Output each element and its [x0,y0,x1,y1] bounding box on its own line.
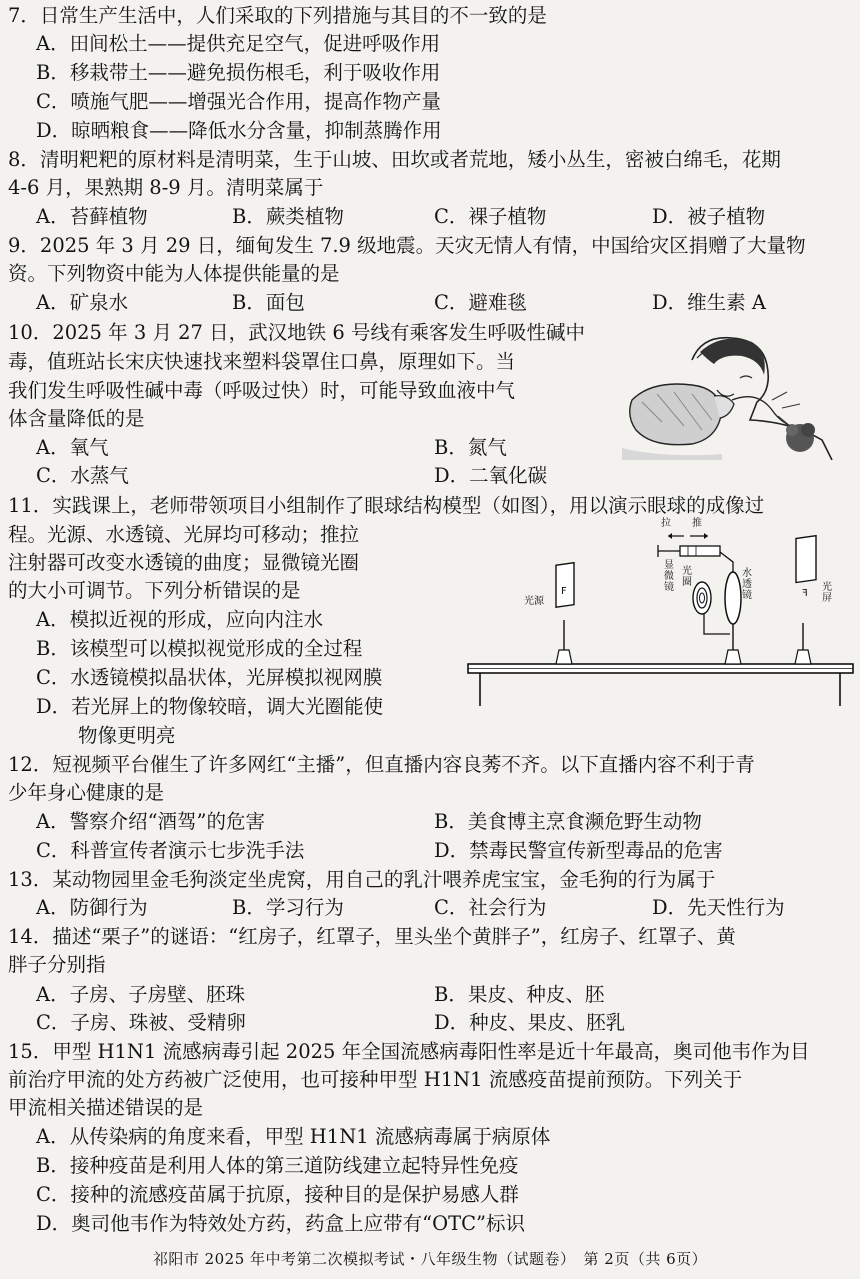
q10-option-c: C．水蒸气 [36,464,129,487]
q11-option-a: A．模拟近视的形成，应向内注水 [36,608,324,631]
q15-stem-line2: 前治疗甲流的处方药被广泛使用，也可接种甲型 H1N1 流感疫苗提前预防。下列关于 [8,1068,743,1091]
q10-stem-line3: 我们发生呼吸性碱中毒（呼吸过快）时，可能导致血液中气 [8,379,516,402]
q15-option-b: B．接种疫苗是利用人体的第三道防线建立起特异性免疫 [36,1154,519,1177]
label-f-screen: F [802,588,808,599]
q11-stem-line2: 程。光源、水透镜、光屏均可移动；推拉 [8,523,360,546]
q13-option-a: A．防御行为 [36,896,148,919]
q15-stem-line1: 15．甲型 H1N1 流感病毒引起 2025 年全国流感病毒阳性率是近十年最高，奥司他韦作为目 [8,1040,810,1063]
q10-stem-line1: 10．2025 年 3 月 27 日，武汉地铁 6 号线有乘客发生呼吸性碱中 [8,321,585,344]
q9-stem-line2: 资。下列物资中能为人体提供能量的是 [8,262,340,285]
q10-option-b: B．氮气 [434,436,507,459]
q11-option-d: D．若光屏上的物像较暗，调大光圈能使 [36,695,384,718]
label-pull: 拉 [661,518,671,529]
q7-option-c: C．喷施气肥——增强光合作用，提高作物产量 [36,90,441,113]
q8-option-d: D．被子植物 [652,205,766,228]
q9-stem-line1: 9．2025 年 3 月 29 日，缅甸发生 7.9 级地震。天灾无情人有情，中国给灾区捐赠了大量物 [8,234,806,257]
q10-option-a: A．氧气 [36,436,109,459]
q11-option-c: C．水透镜模拟晶状体，光屏模拟视网膜 [36,666,383,689]
q10-stem-line2: 毒，值班站长宋庆快速找来塑料袋罩住口鼻，原理如下。当 [8,350,516,373]
q15-stem-line3: 甲流相关描述错误的是 [8,1096,204,1119]
q12-option-c: C．科普宣传者演示七步洗手法 [36,839,305,862]
q7-option-b: B．移栽带土——避免损伤根毛，利于吸收作用 [36,61,441,84]
q9-option-d: D．维生素 A [652,291,766,314]
q11-option-b: B．该模型可以模拟视觉形成的全过程 [36,637,363,660]
q12-stem-line2: 少年身心健康的是 [8,781,165,804]
q14-option-b: B．果皮、种皮、胚 [434,983,605,1006]
q13-option-c: C．社会行为 [434,896,547,919]
label-aperture: 光圈 [682,566,692,588]
q14-stem-line1: 14．描述“栗子”的谜语：“红房子，红罩子，里头坐个黄胖子”，红房子、红罩子、黄 [8,925,736,948]
breathing-bag-illustration [622,330,852,460]
q14-option-d: D．种皮、果皮、胚乳 [434,1011,626,1034]
q12-option-d: D．禁毒民警宣传新型毒品的危害 [434,839,723,862]
page-footer: 祁阳市 2025 年中考第二次模拟考试・八年级生物（试题卷） 第 2页（共 6页） [152,1250,708,1268]
label-light-source: 光源 [524,596,544,607]
q7-option-a: A．田间松土——提供充足空气，促进呼吸作用 [36,32,441,55]
q15-option-a: A．从传染病的角度来看，甲型 H1N1 流感病毒属于病原体 [36,1125,551,1148]
q7-stem: 7．日常生产生活中，人们采取的下列措施与其目的不一致的是 [8,4,547,27]
q11-stem-line3: 注射器可改变水透镜的曲度；显微镜光圈 [8,551,360,574]
q13-option-d: D．先天性行为 [652,896,785,919]
q11-stem-line1: 11．实践课上，老师带领项目小组制作了眼球结构模型（如图），用以演示眼球的成像过 [8,494,765,517]
q9-option-b: B．面包 [232,291,305,314]
q8-stem-line1: 8．清明粑粑的原材料是清明菜，生于山坡、田坎或者荒地，矮小丛生，密被白绵毛，花期 [8,148,781,171]
eye-model-figure [458,518,858,714]
q14-option-c: C．子房、珠被、受精卵 [36,1011,246,1034]
label-f-source: F [561,586,567,597]
label-water-lens: 水透镜 [742,568,752,601]
q14-stem-line2: 胖子分别指 [8,953,106,976]
q9-option-c: C．避难毯 [434,291,527,314]
q7-option-d: D．晾晒粮食——降低水分含量，抑制蒸腾作用 [36,119,442,142]
label-push: 推 [692,518,702,529]
label-screen: 光屏 [822,582,832,604]
q11-option-d-continued: 物像更明亮 [78,724,176,747]
q8-stem-line2: 4-6 月，果熟期 8-9 月。清明菜属于 [8,176,324,199]
label-microscope: 显微镜 [664,560,674,593]
eye-model-drawing [458,524,858,714]
q15-option-c: C．接种的流感疫苗属于抗原，接种目的是保护易感人群 [36,1183,519,1206]
q13-option-b: B．学习行为 [232,896,344,919]
q8-option-a: A．苔藓植物 [36,205,148,228]
q10-stem-line4: 体含量降低的是 [8,407,145,430]
q12-stem-line1: 12．短视频平台催生了许多网红“主播”，但直播内容良莠不齐。以下直播内容不利于青 [8,753,755,776]
q8-option-b: B．蕨类植物 [232,205,344,228]
q13-stem: 13．某动物园里金毛狗淡定坐虎窝，用自己的乳汁喂养虎宝宝，金毛狗的行为属于 [8,868,716,891]
q9-option-a: A．矿泉水 [36,291,129,314]
q12-option-b: B．美食博主烹食濒危野生动物 [434,810,702,833]
q12-option-a: A．警察介绍“酒驾”的危害 [36,810,266,833]
q10-option-d: D．二氧化碳 [434,464,548,487]
q11-stem-line4: 的大小可调节。下列分析错误的是 [8,579,301,602]
q15-option-d: D．奥司他韦作为特效处方药，药盒上应带有“OTC”标识 [36,1212,525,1235]
q8-option-c: C．裸子植物 [434,205,547,228]
q14-option-a: A．子房、子房壁、胚珠 [36,983,246,1006]
